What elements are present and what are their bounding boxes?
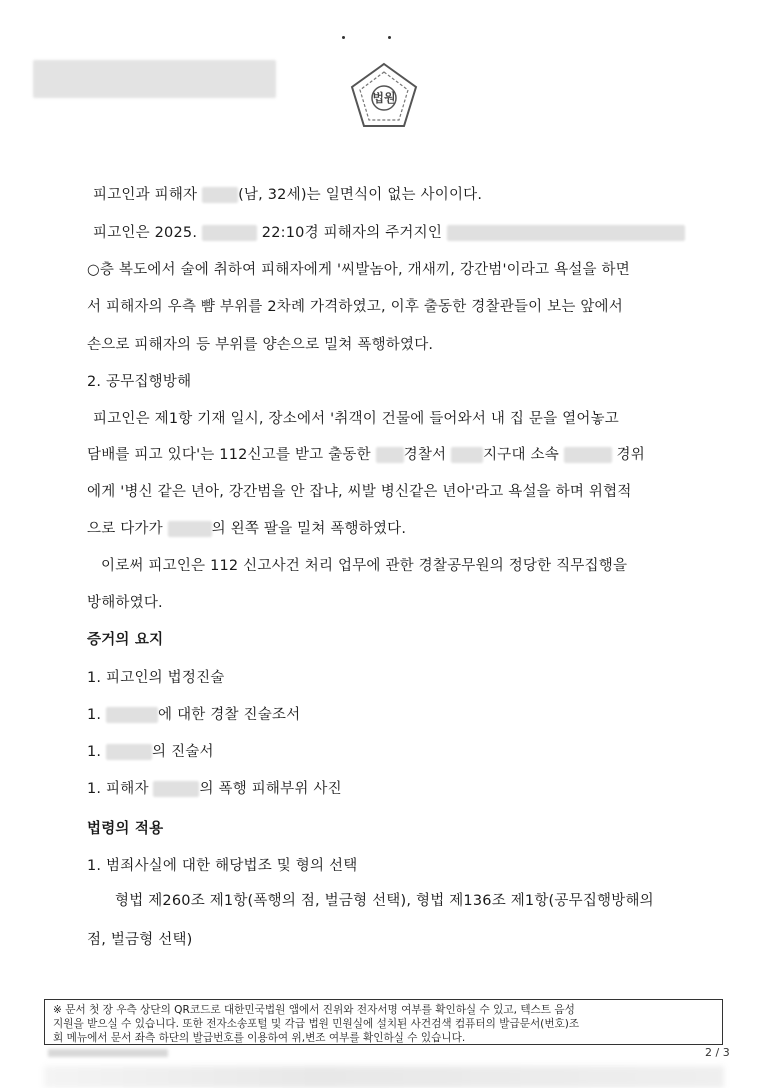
paragraph-line: 방해하였다. <box>87 595 163 611</box>
section-title: 2. 공무집행방해 <box>87 374 192 390</box>
law-item: 1. 범죄사실에 대한 해당법조 및 형의 선택 <box>87 858 358 874</box>
notice-line: 회 메뉴에서 문서 좌측 하단의 발급번호를 이용하여 위,변조 여부를 확인하실 수 있습니다. <box>53 1032 466 1044</box>
page-number: 2 / 3 <box>705 1046 730 1059</box>
text-span: 경찰서 <box>403 447 452 463</box>
redacted-unit <box>451 447 483 463</box>
text-span: 담배를 피고 있다'는 112신고를 받고 출동한 <box>87 447 376 463</box>
redacted-name <box>106 707 158 723</box>
evidence-item <box>87 741 695 763</box>
law-heading: 법령의 적용 <box>87 821 164 837</box>
text-span: 에 대한 경찰 진술조서 <box>158 707 301 723</box>
redacted-officer <box>168 521 212 537</box>
paragraph-line: 에게 '병신 같은 년아, 강간범을 안 잡냐, 씨발 병신같은 년아'라고 욕설을 하며 위협적 <box>87 484 632 500</box>
paragraph-line: 서 피해자의 우측 뺨 부위를 2차례 가격하였고, 이후 출동한 경찰관들이 보는 앞에서 <box>87 299 623 315</box>
evidence-item <box>87 778 695 800</box>
text-span: 으로 다가가 <box>87 521 168 537</box>
text-span: 1. 피해자 <box>87 781 154 797</box>
paragraph-line: 손으로 피해자의 등 부위를 양손으로 밀쳐 폭행하였다. <box>87 337 434 353</box>
text-span: 지구대 소속 <box>483 447 564 463</box>
paragraph-line: 이로써 피고인은 112 신고사건 처리 업무에 관한 경찰공무원의 정당한 직무집행을 <box>101 558 628 574</box>
paragraph-line: 점, 벌금형 선택) <box>87 932 193 948</box>
court-seal-icon <box>348 60 420 132</box>
text-span: 피고인은 2025. <box>93 225 202 241</box>
paragraph-line <box>87 518 695 540</box>
text-span: 의 왼쪽 팔을 밀쳐 폭행하였다. <box>211 521 407 537</box>
notice-line: 지원을 받으실 수 있습니다. 또한 전자소송포털 및 각급 법원 민원실에 설치된 사건검색 컴퓨터의 발급문서(번호)조 <box>53 1018 580 1030</box>
evidence-heading: 증거의 요지 <box>87 632 164 648</box>
redacted-date <box>202 225 257 241</box>
scan-dot <box>388 36 391 39</box>
paragraph-line: 피고인은 제1항 기재 일시, 장소에서 '취객이 건물에 들어와서 내 집 문을 열어놓고 <box>93 411 619 427</box>
paragraph-line <box>87 444 695 466</box>
redacted-officer <box>564 447 612 463</box>
text-span: 의 진술서 <box>152 744 214 760</box>
verification-notice <box>44 999 723 1045</box>
redacted-address <box>447 225 685 241</box>
text-span: 경위 <box>611 447 645 463</box>
text-span: 1. <box>87 744 107 760</box>
redacted-name <box>106 744 152 760</box>
redacted-station <box>376 447 404 463</box>
text-span: 피고인과 피해자 <box>93 187 203 203</box>
text-span: 의 폭행 피해부위 사진 <box>199 781 342 797</box>
redacted-header-block <box>33 60 276 98</box>
paragraph-line <box>93 184 701 206</box>
text-span: 22:10경 피해자의 주거지인 <box>256 225 447 241</box>
evidence-item <box>87 704 695 726</box>
redacted-name <box>202 187 238 203</box>
evidence-item: 1. 피고인의 법정진술 <box>87 670 225 686</box>
paragraph-line: ○층 복도에서 술에 취하여 피해자에게 '씨발놈아, 개새끼, 강간범'이라고 욕설을 하면 <box>87 262 630 278</box>
issue-number-blur <box>48 1049 168 1057</box>
paragraph-line <box>93 222 701 244</box>
notice-line: ※ 문서 첫 장 우측 상단의 QR코드로 대한민국법원 앱에서 진위와 전자서명 여부를 확인하실 수 있고, 텍스트 음성 <box>53 1004 575 1016</box>
text-span: 1. <box>87 707 107 723</box>
scan-edge <box>44 1066 724 1088</box>
seal-label: 법원 <box>372 91 396 105</box>
scan-dot <box>342 36 345 39</box>
paragraph-line: 형법 제260조 제1항(폭행의 점, 벌금형 선택), 형법 제136조 제1항(공무집행방해의 <box>115 893 654 909</box>
redacted-name <box>153 781 199 797</box>
text-span: (남, 32세)는 일면식이 없는 사이이다. <box>238 187 483 203</box>
